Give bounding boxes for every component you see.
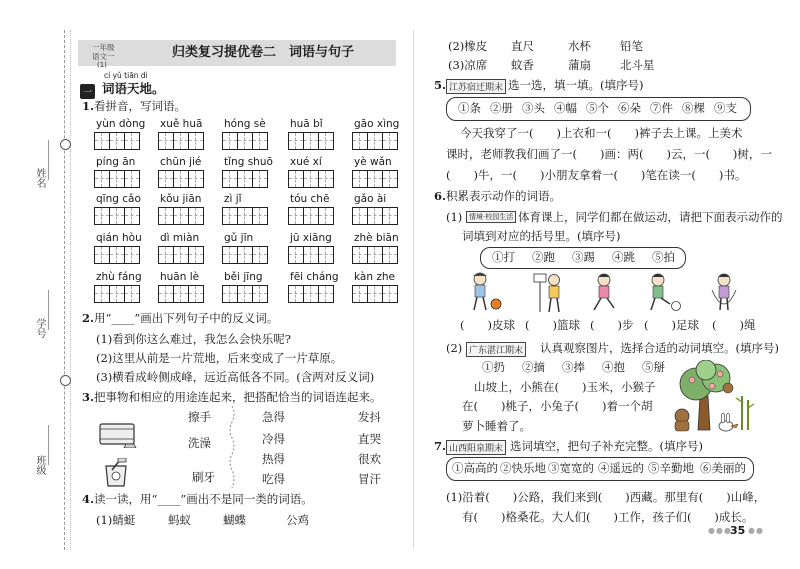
grid-cell[interactable] — [109, 207, 125, 225]
pinyin-label: qīng cǎo — [96, 193, 141, 205]
pinyin-label: zhè biān — [354, 232, 399, 244]
figure-basketball — [534, 274, 560, 312]
writing-grid[interactable] — [222, 207, 267, 225]
grid-cell[interactable] — [318, 132, 334, 150]
writing-grid[interactable] — [288, 170, 333, 188]
q6-blank: ( )皮球 — [460, 318, 515, 332]
writing-grid[interactable] — [352, 170, 397, 188]
q3-adj-2: 冷得 — [262, 432, 285, 446]
binding-margin — [64, 30, 66, 550]
q7-option: ①高高的 — [452, 461, 498, 475]
grid-cell[interactable] — [367, 285, 383, 303]
grid-cell[interactable] — [124, 170, 140, 188]
margin-line-class — [48, 425, 50, 465]
q5-source-tag: 江苏宿迁期末 — [446, 79, 506, 94]
pinyin-label: hóng sè — [224, 118, 266, 130]
grid-cell[interactable] — [94, 207, 110, 225]
writing-grid[interactable] — [352, 132, 397, 150]
writing-grid[interactable] — [94, 285, 139, 303]
page-gutter — [413, 30, 415, 550]
grid-cell[interactable] — [158, 170, 174, 188]
grid-cell[interactable] — [288, 170, 304, 188]
q2-item-1: (1)看到你这么难过，我怎么会快乐呢? — [96, 332, 291, 346]
grid-cell[interactable] — [124, 246, 140, 264]
grid-cell[interactable] — [352, 207, 368, 225]
grid-cell[interactable] — [382, 132, 398, 150]
writing-grid[interactable] — [288, 207, 333, 225]
writing-grid[interactable] — [94, 132, 139, 150]
q4-row1-word-4: 公鸡 — [286, 513, 309, 527]
q4-prompt: 读一读，用“____”画出不是同一类的词语。 — [94, 492, 313, 506]
q6-option2: ⑤掰 — [642, 360, 665, 374]
writing-grid[interactable] — [288, 246, 333, 264]
grid-cell[interactable] — [352, 170, 368, 188]
grid-cell[interactable] — [222, 132, 238, 150]
figure-soccer — [651, 274, 681, 311]
figure-runner — [594, 274, 614, 310]
grid-cell[interactable] — [303, 246, 319, 264]
q5-option: ⑧棵 — [682, 101, 705, 115]
q4-row1-word-2: 蚂蚁 — [168, 513, 191, 527]
q5-option: ⑤个 — [586, 101, 609, 115]
pinyin-label: yè wǎn — [354, 156, 392, 168]
figure-jump-rope — [712, 274, 736, 310]
pinyin-label: kǒu jiān — [160, 193, 202, 205]
q5-option: ⑥朵 — [618, 101, 641, 115]
q6-story-1: 山坡上，小熊在( )玉米，小猴子 — [474, 380, 656, 394]
writing-grid[interactable] — [158, 207, 203, 225]
writing-grid[interactable] — [288, 132, 333, 150]
grid-cell[interactable] — [173, 207, 189, 225]
q4-row2-word-4: 铅笔 — [620, 39, 643, 53]
q3-use-2: 洗澡 — [188, 436, 211, 450]
margin-line-name — [48, 140, 50, 180]
grid-cell[interactable] — [94, 170, 110, 188]
grid-cell[interactable] — [158, 207, 174, 225]
q7-number: 7. — [434, 439, 447, 453]
pinyin-label: huān lè — [160, 271, 200, 283]
q4-row2-word-3: 水杯 — [568, 39, 591, 53]
q3-use-3: 刷牙 — [192, 470, 215, 484]
writing-grid[interactable] — [352, 246, 397, 264]
q6-option: ⑤拍 — [652, 250, 675, 264]
grade-tag-1: 一年级 — [92, 43, 115, 52]
grid-cell[interactable] — [109, 170, 125, 188]
grid-cell[interactable] — [222, 246, 238, 264]
writing-grid[interactable] — [222, 132, 267, 150]
grid-cell[interactable] — [303, 207, 319, 225]
q5-prompt: 选一选，填一填。(填序号) — [508, 78, 644, 92]
grid-cell[interactable] — [252, 132, 268, 150]
pinyin-label: tǐng shuō — [224, 156, 273, 168]
grid-cell[interactable] — [158, 132, 174, 150]
page-number-dots-left: ●●● — [708, 526, 732, 535]
toothbrush-cup-icon — [98, 458, 136, 488]
writing-grid[interactable] — [158, 170, 203, 188]
grid-cell[interactable] — [173, 246, 189, 264]
pinyin-label: jū xiāng — [290, 232, 332, 244]
q4-row2-word-2: 直尺 — [511, 39, 534, 53]
q3-result-3: 很欢 — [358, 452, 381, 466]
pinyin-label: kàn zhe — [354, 271, 395, 283]
grid-cell[interactable] — [303, 132, 319, 150]
grid-cell[interactable] — [124, 285, 140, 303]
grid-cell[interactable] — [109, 285, 125, 303]
q5-number: 5. — [434, 78, 447, 92]
grid-cell[interactable] — [124, 207, 140, 225]
grid-cell[interactable] — [173, 170, 189, 188]
grid-cell[interactable] — [382, 246, 398, 264]
q7-option: ②快乐地 — [500, 461, 546, 475]
q5-option: ⑦件 — [650, 101, 673, 115]
pinyin-label: xué xí — [290, 156, 322, 168]
q5-option: ③头 — [522, 101, 545, 115]
grid-cell[interactable] — [237, 132, 253, 150]
q4-row3-word-1: (3)凉席 — [448, 58, 488, 72]
grid-cell[interactable] — [188, 132, 204, 150]
q2-number: 2. — [82, 311, 95, 325]
q6-prompt: 积累表示动作的词语。 — [446, 189, 561, 203]
writing-grid[interactable] — [94, 207, 139, 225]
q6-option: ②跑 — [532, 250, 555, 264]
q6-sub2-text: 认真观察图片，选择合适的动词填空。(填序号) — [540, 341, 779, 355]
grid-cell[interactable] — [318, 170, 334, 188]
q7-line-1: (1)沿着( )公路，我们来到( )西藏。那里有( )山峰， — [446, 490, 766, 504]
writing-grid[interactable] — [222, 246, 267, 264]
binding-margin-dots — [70, 30, 72, 550]
pinyin-label: dì miàn — [160, 232, 200, 244]
q4-row3-word-3: 蒲扇 — [568, 58, 591, 72]
grid-cell[interactable] — [352, 285, 368, 303]
margin-label-name: 姓名 — [34, 168, 45, 188]
q3-result-2: 直哭 — [358, 432, 381, 446]
q6-sub1-label: (1) — [446, 210, 463, 224]
grid-cell[interactable] — [252, 285, 268, 303]
q2-prompt: 用“____”画出下列句子中的反义词。 — [94, 311, 279, 325]
q6-blank: ( )步 — [590, 318, 634, 332]
q5-option: ①条 — [458, 101, 481, 115]
grid-cell[interactable] — [303, 285, 319, 303]
q4-row3-word-4: 北斗星 — [620, 58, 655, 72]
q2-item-3: (3)横看成岭侧成峰，远近高低各不同。(含两对反义词) — [96, 370, 375, 384]
grid-cell[interactable] — [94, 132, 110, 150]
pinyin-label: zhù fáng — [96, 271, 142, 283]
margin-label-class: 班级 — [34, 455, 45, 475]
q4-row2-word-1: (2)橡皮 — [448, 39, 488, 53]
q1-prompt: 看拼音，写词语。 — [94, 99, 186, 113]
grid-cell[interactable] — [303, 170, 319, 188]
page-number-dots-right: ●● — [748, 526, 764, 535]
q6-sub1-tag: 情境·校园生活 — [466, 211, 516, 223]
pinyin-label: qián hòu — [96, 232, 142, 244]
writing-grid[interactable] — [158, 285, 203, 303]
q5-line-3: ( )牛，一( )小朋友拿着一( )笔在读一( )书。 — [446, 168, 747, 182]
grid-cell[interactable] — [352, 246, 368, 264]
q3-result-4: 冒汗 — [358, 472, 381, 486]
grid-cell[interactable] — [288, 246, 304, 264]
writing-grid[interactable] — [222, 170, 267, 188]
q6-sub1-text: 体育课上，同学们都在做运动，请把下面表示动作的 — [518, 210, 783, 224]
q6-option2: ①扔 — [482, 360, 505, 374]
writing-grid[interactable] — [94, 246, 139, 264]
q3-adj-1: 急得 — [262, 410, 285, 424]
grade-tag-2: 语文一 — [92, 52, 115, 61]
pinyin-label: yùn dòng — [96, 118, 146, 130]
q3-prompt: 把事物和相应的用途连起来，把搭配恰当的词语连起来。 — [94, 390, 382, 404]
q6-blank: ( )足球 — [644, 318, 699, 332]
pinyin-label: fēi cháng — [290, 271, 339, 283]
q7-option: ⑥美丽的 — [700, 461, 746, 475]
q6-blank: ( )绳 — [712, 318, 756, 332]
page-title: 归类复习提优卷二 词语与句子 — [172, 45, 355, 60]
grid-cell[interactable] — [382, 170, 398, 188]
q6-sub1-text2: 词填到对应的括号里。(填序号) — [462, 229, 621, 243]
q3-number: 3. — [82, 390, 95, 404]
q6-option2: ②摘 — [522, 360, 545, 374]
pinyin-label: gǎo ài — [354, 193, 387, 205]
q4-number: 4. — [82, 492, 95, 506]
grid-cell[interactable] — [222, 207, 238, 225]
grid-cell[interactable] — [252, 170, 268, 188]
grid-cell[interactable] — [288, 207, 304, 225]
grid-cell[interactable] — [237, 170, 253, 188]
q6-option2: ③捧 — [562, 360, 585, 374]
q5-option: ④幅 — [554, 101, 577, 115]
grid-cell[interactable] — [318, 207, 334, 225]
grid-cell[interactable] — [367, 170, 383, 188]
grid-cell[interactable] — [237, 285, 253, 303]
q6-sub2-label: (2) — [446, 341, 463, 355]
pinyin-label: gāo xìng — [354, 118, 400, 130]
writing-grid[interactable] — [288, 285, 333, 303]
grid-cell[interactable] — [188, 246, 204, 264]
grid-cell[interactable] — [288, 132, 304, 150]
q3-adj-4: 吃得 — [262, 472, 285, 486]
q7-option: ⑤辛勤地 — [648, 461, 694, 475]
q7-line-2: 有( )格桑花。大人们( )工作，孩子们( )成长。 — [462, 510, 754, 524]
grid-cell[interactable] — [173, 285, 189, 303]
grid-cell[interactable] — [367, 246, 383, 264]
q3-use-1: 擦手 — [188, 410, 211, 424]
pinyin-label: huā bǐ — [290, 118, 323, 130]
grid-cell[interactable] — [109, 132, 125, 150]
q5-option: ②册 — [490, 101, 513, 115]
writing-grid[interactable] — [158, 246, 203, 264]
grid-cell[interactable] — [288, 285, 304, 303]
dotted-divider — [227, 406, 237, 488]
margin-circle-bottom — [60, 375, 71, 386]
q6-story-2: 在( )桃子，小兔子( )着一个胡 — [462, 399, 653, 413]
q4-row1-word-1: (1)蜻蜓 — [96, 513, 136, 527]
q6-option: ③踢 — [572, 250, 595, 264]
page-number: 35 — [730, 524, 746, 537]
towel-icon — [96, 418, 140, 448]
q7-option: ③宽宽的 — [548, 461, 594, 475]
grid-cell[interactable] — [94, 285, 110, 303]
q6-number: 6. — [434, 189, 447, 203]
grid-cell[interactable] — [367, 132, 383, 150]
tree-animals-illustration — [668, 360, 756, 432]
margin-line-number — [48, 290, 50, 330]
section1-title: 词语天地。 — [102, 81, 165, 96]
q7-option: ④遥远的 — [598, 461, 644, 475]
grid-cell[interactable] — [124, 132, 140, 150]
q6-sub2-tag: 广东湛江期末 — [466, 342, 526, 357]
grid-cell[interactable] — [237, 246, 253, 264]
margin-circle-top — [60, 139, 71, 150]
grid-cell[interactable] — [237, 207, 253, 225]
writing-grid[interactable] — [158, 132, 203, 150]
grid-cell[interactable] — [252, 246, 268, 264]
q6-option: ④跳 — [612, 250, 635, 264]
figure-boy-ball — [473, 273, 501, 310]
pinyin-label: píng ān — [96, 156, 136, 168]
q5-option: ⑨支 — [714, 101, 737, 115]
grid-cell[interactable] — [188, 207, 204, 225]
q7-prompt: 选词填空，把句子补充完整。(填序号) — [510, 439, 703, 453]
q4-row3-word-2: 蚊香 — [511, 58, 534, 72]
grid-cell[interactable] — [173, 132, 189, 150]
q3-adj-3: 热得 — [262, 452, 285, 466]
grid-cell[interactable] — [188, 285, 204, 303]
writing-grid[interactable] — [222, 285, 267, 303]
q2-item-2: (2)这里从前是一片荒地，后来变成了一片草原。 — [96, 351, 343, 365]
writing-grid[interactable] — [352, 285, 397, 303]
grid-cell[interactable] — [318, 285, 334, 303]
q6-story-3: 萝卜睡着了。 — [462, 419, 531, 433]
grid-cell[interactable] — [352, 132, 368, 150]
q7-source-tag: 山西阳泉期末 — [446, 440, 506, 455]
pinyin-label: běi jīng — [224, 271, 263, 283]
grid-cell[interactable] — [222, 170, 238, 188]
writing-grid[interactable] — [94, 170, 139, 188]
sports-illustration — [462, 272, 758, 314]
grid-cell[interactable] — [222, 285, 238, 303]
grid-cell[interactable] — [318, 246, 334, 264]
grid-cell[interactable] — [109, 246, 125, 264]
pinyin-label: chūn jié — [160, 156, 202, 168]
pinyin-label: gǔ jīn — [224, 232, 254, 244]
q6-blank: ( )篮球 — [525, 318, 580, 332]
q6-option: ①打 — [492, 250, 515, 264]
q5-line-2: 课时，老师教我们画了一( )画：两( )云，一( )树，一 — [446, 147, 772, 161]
grid-cell[interactable] — [252, 207, 268, 225]
grid-cell[interactable] — [158, 285, 174, 303]
grid-cell[interactable] — [158, 246, 174, 264]
section1-pinyin: cí yǔ tiān dì — [104, 71, 148, 80]
q3-result-1: 发抖 — [358, 410, 381, 424]
grid-cell[interactable] — [367, 207, 383, 225]
q6-option2: ④抱 — [602, 360, 625, 374]
grid-cell[interactable] — [188, 170, 204, 188]
grade-tag-3: (1) — [97, 61, 107, 69]
pinyin-label: zì jǐ — [224, 193, 242, 205]
pinyin-label: tóu chē — [290, 193, 330, 205]
margin-label-number: 学号 — [34, 318, 45, 338]
q1-number: 1. — [82, 99, 95, 113]
grid-cell[interactable] — [382, 207, 398, 225]
pinyin-label: xuě huā — [160, 118, 203, 130]
grid-cell[interactable] — [94, 246, 110, 264]
writing-grid[interactable] — [352, 207, 397, 225]
q4-row1-word-3: 蝴蝶 — [223, 513, 246, 527]
grid-cell[interactable] — [382, 285, 398, 303]
section1-badge: 一 — [80, 84, 95, 99]
q5-line-1: 今天我穿了一( )上衣和一( )裤子去上课。上美术 — [460, 126, 743, 140]
